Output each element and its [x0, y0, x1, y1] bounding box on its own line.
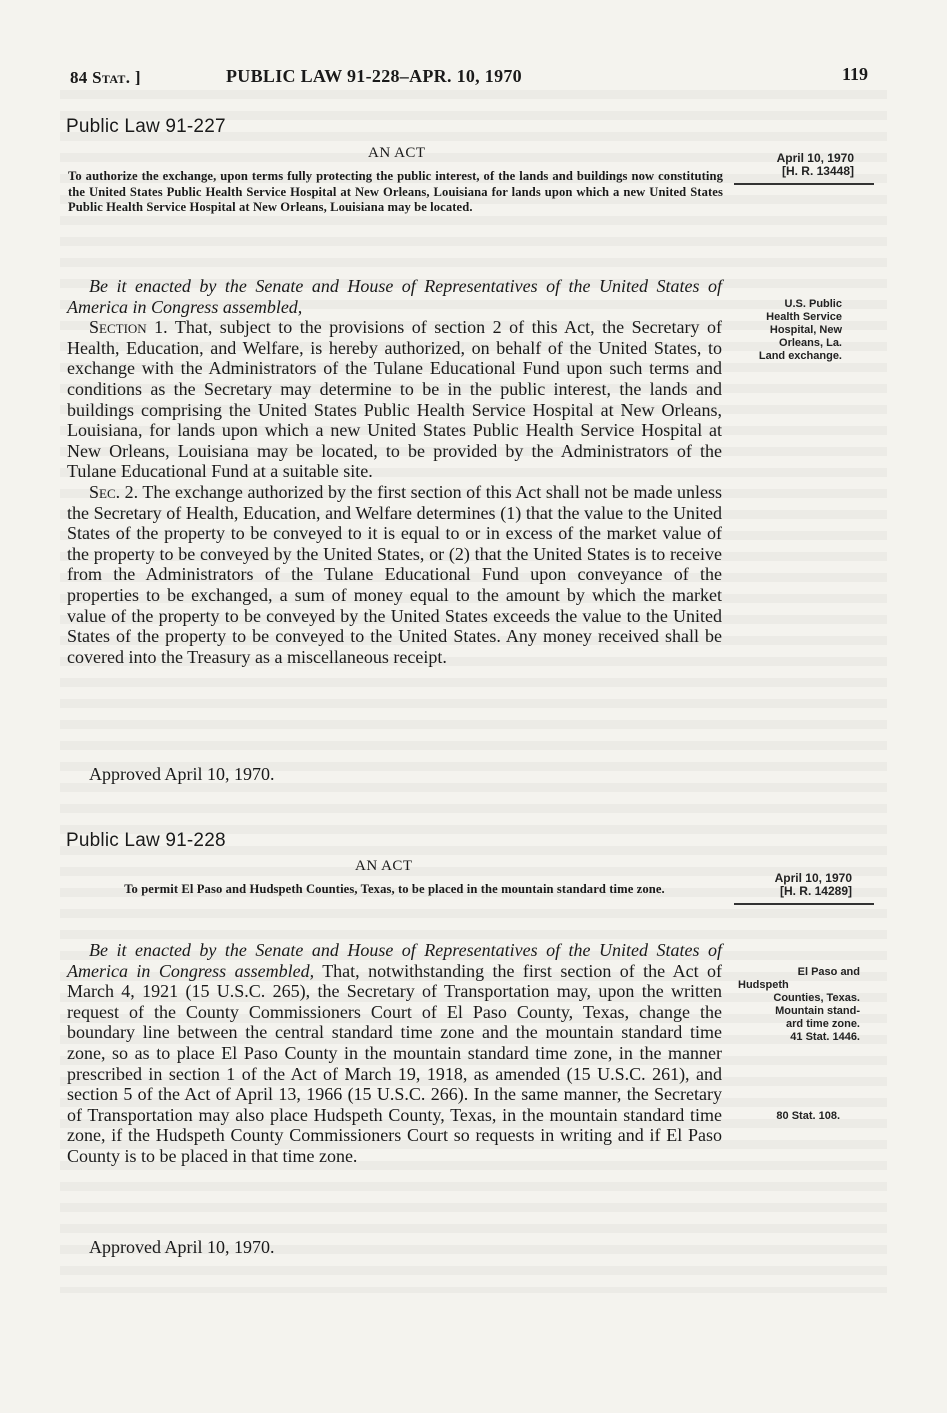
margin-line: Land exchange.: [758, 350, 842, 362]
margin-line: Orleans, La.: [779, 337, 842, 349]
law1-section2-label: Sec. 2.: [89, 481, 139, 502]
law1-section2-text: The exchange authorized by the first section of this Act shall not be made unless the Secretary of Health, Education, and Welfare determines (1) that the value to the United States of the property to be conveyed to it is equal to or in excess of the market value of the property to be conveyed by the United States, or (2) that the United States is to receive from the Administrators of the Tulane Educational Fund upon conveyance of the properties to be exchanged, a sum of money equal to the amount by which the market value of the property to be conveyed by the United States exceeds the value to the United States of the property to be conveyed to the United States. Any money received shall be covered into the Treasury as a miscellaneous receipt.: [67, 481, 722, 667]
running-head: PUBLIC LAW 91-228–APR. 10, 1970: [226, 66, 522, 86]
stat-label: Stat.: [92, 68, 131, 87]
margin-line: 41 Stat. 1446.: [790, 1031, 860, 1043]
stat-volume: 84: [70, 68, 88, 87]
law1-margin-note: [734, 298, 842, 363]
law2-date-note: [736, 872, 852, 898]
law1-section1-text: That, subject to the provisions of section 2 of this Act, the Secretary of Health, Education, and Welfare, is hereby authorized, on behalf of the United States, to exchange with the Administrators of the Tulane Educational Fund upon such terms and conditions as the Secretary may determine to be in the public interest, the lands and buildings comprising the United States Public Health Service Hospital at New Orleans, Louisiana, for lands upon which a new United States Public Health Service Hospital at New Orleans, Louisiana may be located, to be provided by the Administrators of the Tulane Educational Fund at a suitable site.: [67, 317, 722, 482]
law1-body: [67, 276, 722, 667]
stat-bracket: ]: [134, 68, 141, 87]
law2-body: [67, 940, 722, 1167]
stat-reference: [70, 68, 141, 88]
law2-margin-note-2: 80 Stat. 108.: [776, 1110, 840, 1122]
law1-date: April 10, 1970: [776, 151, 854, 165]
law2-margin-rule: [734, 903, 874, 905]
margin-line: Hospital, New: [769, 324, 842, 336]
page-number: 119: [842, 64, 869, 84]
margin-line: Hudspeth: [738, 979, 789, 991]
law1-date-note: [736, 152, 854, 178]
act-heading-1: AN ACT: [368, 145, 426, 161]
law2-approved: Approved April 10, 1970.: [89, 1237, 275, 1257]
law-title-91-227: Public Law 91-227: [66, 116, 226, 137]
law-title-91-228: Public Law 91-228: [66, 830, 226, 851]
law1-section1-label: Section 1.: [89, 317, 168, 338]
margin-line: Mountain stand-: [775, 1005, 860, 1017]
margin-line: Counties, Texas.: [773, 992, 860, 1004]
margin-line: U.S. Public: [784, 298, 842, 310]
law2-enacting-clause: Be it enacted by the Senate and House of Representatives of the United States of America in Congress assembled,: [67, 940, 722, 981]
law1-purpose: To authorize the exchange, upon terms fully protecting the public interest, of the lands and buildings now constituting the United States Public Health Service Hospital at New Orleans, Louisiana for lands upon which a new United States Public Health Service Hospital at New Orleans, Louisiana may be located.: [68, 169, 723, 214]
law1-bill-number: [H. R. 13448]: [781, 164, 854, 178]
act-heading-2: AN ACT: [355, 858, 413, 874]
margin-line: ard time zone.: [786, 1018, 860, 1030]
law2-bill-number: [H. R. 14289]: [779, 884, 852, 898]
law2-body-text: That, notwithstanding the first section of the Act of March 4, 1921 (15 U.S.C. 265), the Secretary of Transportation may, upon the written request of the County Commissioners Court of El Paso County, Texas, change the boundary line between the central standard time zone and the mountain standard time zone, so as to place El Paso County in the mountain standard time zone, in the manner prescribed in section 1 of the Act of March 19, 1918, as amended (15 U.S.C. 261), and section 5 of the Act of April 13, 1966 (15 U.S.C. 266). In the same manner, the Secretary of Transportation may also place Hudspeth County, Texas, in the mountain standard time zone, if the Hudspeth County Commissioners Court so requests in writing and if El Paso County is to be placed in that time zone.: [67, 960, 722, 1166]
law2-purpose: To permit El Paso and Hudspeth Counties, Texas, to be placed in the mountain standard time zone.: [124, 882, 665, 896]
law1-enacting-clause: Be it enacted by the Senate and House of Representatives of the United States of America in Congress assembled,: [67, 276, 722, 317]
law2-date: April 10, 1970: [774, 871, 852, 885]
law2-margin-note: [738, 966, 860, 1044]
law1-approved: Approved April 10, 1970.: [89, 764, 275, 784]
margin-line: Health Service: [766, 311, 842, 323]
law1-margin-rule: [734, 183, 874, 185]
margin-line: El Paso and: [797, 966, 860, 978]
